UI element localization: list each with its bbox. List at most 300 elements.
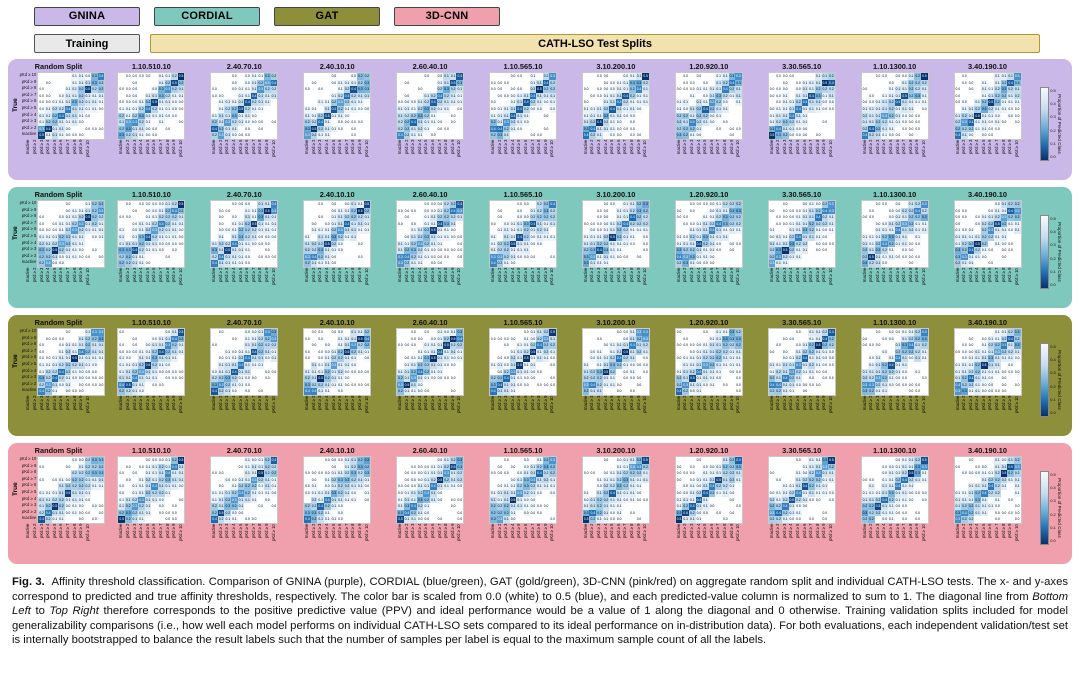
matrix-cell: 0.1 [238,113,244,118]
matrix-cell: 0.1 [623,464,629,469]
matrix-cell: 0.1 [523,241,529,246]
matrix-cell: 0.1 [165,458,171,462]
x-tick-label: pKd ≥ 9 [821,396,827,411]
matrix-cell [138,342,145,349]
matrix-cell: 0.3 [722,221,728,226]
matrix-cell: 0.2 [908,208,914,213]
matrix-cell: 0.1 [510,228,516,233]
matrix-cell [1014,241,1021,248]
matrix-cell: 0.2 [530,100,536,105]
matrix-cell: 0.1 [324,100,330,105]
matrix-cell: 0.4 [65,106,71,111]
x-tick-label: Inactive [954,140,960,155]
matrix-cell: 0.1 [404,497,410,502]
matrix-cell: 0.0 [318,215,323,220]
matrix-cell: 0.0 [78,517,84,522]
x-axis-ticks [862,396,928,413]
matrix-cell: 0.1 [869,234,874,239]
matrix-cell: 0.0 [39,100,44,105]
matrix-cell: 0.2 [709,362,715,367]
matrix-cell: 0.0 [889,336,894,341]
cath-lso-label: CATH-LSO Test Splits [538,37,652,50]
matrix-cell [364,99,371,106]
matrix-cell [828,126,835,133]
matrix-cell: 0.3 [736,80,741,85]
matrix-cell: 0.2 [271,343,277,348]
matrix-cell [238,126,245,133]
matrix-cell: 0.0 [490,87,496,92]
matrix-cell: 0.0 [245,376,250,381]
matrix-cell [682,349,689,356]
matrix-cell [543,490,550,497]
matrix-cell: 0.0 [776,74,781,78]
matrix-cell [676,201,683,208]
matrix-cell [364,510,371,517]
matrix-cell: 0.1 [431,113,436,118]
matrix-cell: 0.5 [922,74,927,78]
matrix-wrap [117,72,185,140]
matrix-cell: 0.1 [630,330,635,334]
matrix-cell: 0.0 [331,458,337,462]
matrix-cell [45,483,52,490]
matrix-cell: 0.0 [424,464,430,469]
matrix-cell [702,516,709,523]
matrix-cell: 0.1 [85,477,91,482]
matrix-cell [218,73,225,80]
matrix-cell [52,214,59,221]
matrix-cell: 0.1 [968,106,974,111]
confusion-matrix [582,456,650,524]
matrix-cell: 0.5 [869,254,874,259]
matrix-cell: 0.1 [968,113,974,118]
matrix-wrap [117,328,185,396]
matrix-cell: 0.0 [331,254,337,259]
matrix-cell [410,73,417,80]
matrix-cell: 0.2 [623,484,629,489]
matrix-cell: 0.2 [530,343,536,348]
matrix-cell: 0.5 [902,93,907,98]
matrix-cell: 0.1 [537,484,542,489]
matrix-cell: 0.3 [1001,87,1007,92]
matrix-cell: 0.2 [152,234,157,239]
matrix-cell: 0.0 [782,349,788,354]
x-tick-label: pKd ≥ 8 [1000,268,1006,283]
matrix-cell: 0.1 [344,228,350,233]
y-tick-label: pKd ≥ 6 [21,226,37,232]
matrix-cell [888,388,895,395]
x-tick-label: pKd ≥ 5 [516,524,522,539]
matrix-cell: 0.1 [709,241,715,246]
matrix-cell: 0.1 [411,234,416,239]
matrix-cell [317,80,324,87]
matrix-cell: 0.2 [72,484,77,489]
matrix-cell [397,362,404,369]
matrix-cell: 0.1 [616,113,622,118]
matrix-cell: 0.2 [258,336,264,341]
matrix-cell: 0.0 [424,330,430,334]
matrix-cell: 0.1 [431,490,436,495]
matrix-cell: 0.2 [411,113,416,118]
matrix-cell [71,464,78,471]
matrix-cell: 0.2 [265,87,270,92]
matrix-cell [636,119,643,126]
matrix-cell: 0.0 [305,471,310,476]
y-tick-label: pKd ≥ 9 [21,78,37,84]
matrix-cell: 0.2 [65,362,71,367]
x-tick-label: pKd ≥ 10 [642,524,648,541]
matrix-cell: 0.2 [862,113,868,118]
matrix-cell: 0.1 [789,221,795,226]
matrix-cell [968,214,975,221]
matrix-cell: 0.4 [490,389,496,394]
matrix-wrap [768,328,836,396]
matrix-cell: 0.1 [510,106,516,111]
matrix-cell: 0.1 [145,376,151,381]
matrix-cell: 0.5 [829,458,834,462]
matrix-cell: 0.1 [59,133,64,138]
matrix-cell [132,464,139,471]
matrix-cell [808,119,815,126]
matrix-cell [344,126,351,133]
matrix-cell: 0.2 [152,349,157,354]
matrix-cell: 0.3 [869,382,874,387]
matrix-cell: 0.1 [251,471,257,476]
matrix-cell [497,342,504,349]
matrix-cell: 0.2 [889,241,894,246]
matrix-panel [105,62,198,177]
matrix-cell [490,227,497,234]
matrix-cell: 0.0 [988,261,994,266]
matrix-cell: 0.5 [716,477,721,482]
matrix-cell: 0.0 [869,100,874,105]
x-tick-label: pKd ≥ 7 [343,396,349,411]
matrix-cell: 0.0 [550,362,555,367]
matrix-cell [549,510,556,517]
x-tick-label: pKd ≥ 6 [151,140,157,155]
matrix-cell: 0.0 [709,208,715,213]
matrix-cell: 0.2 [829,336,834,341]
matrix-cell: 0.1 [85,80,91,85]
matrix-cell: 0.2 [344,87,350,92]
matrix-cell: 0.1 [404,241,410,246]
matrix-cell: 0.0 [636,106,642,111]
matrix-cell: 0.1 [232,248,237,253]
matrix-cell: 0.5 [178,202,184,206]
matrix-cell: 0.2 [52,369,58,374]
matrix-cell: 0.1 [995,336,1000,341]
matrix-cell: 0.1 [902,228,907,233]
matrix-cell: 0.3 [510,369,516,374]
matrix-cell: 0.2 [417,504,423,509]
matrix-cell: 0.1 [251,80,257,85]
matrix-cell [908,362,915,369]
x-tick-label: pKd ≥ 5 [237,396,243,411]
matrix-cell: 0.1 [789,126,795,131]
x-tick-label: pKd ≥ 6 [801,140,807,155]
panel-title: 3.10.200.10 [596,318,636,327]
matrix-cell: 0.0 [212,369,217,374]
matrix-cell: 0.1 [683,517,688,522]
matrix-cell: 0.1 [218,261,224,266]
matrix-cell [497,349,504,356]
matrix-cell: 0.2 [696,120,702,125]
matrix-cell: 0.1 [119,497,124,502]
matrix-cell [165,260,172,267]
matrix-cell [304,201,311,208]
matrix-cell [231,329,238,336]
matrix-cell: 0.1 [238,248,244,253]
matrix-cell: 0.0 [869,93,874,98]
matrix-cell: 0.1 [92,356,97,361]
matrix-cell: 0.2 [630,471,635,476]
x-tick-label: pKd ≥ 7 [436,524,442,539]
matrix-cell: 0.1 [616,504,622,509]
matrix-cell [410,86,417,93]
matrix-cell: 0.2 [331,228,337,233]
matrix-cell: 0.2 [497,510,503,515]
matrix-cell [722,375,729,382]
matrix-cell: 0.3 [158,87,164,92]
matrix-cell: 0.1 [510,221,516,226]
matrix-cell [676,336,683,343]
matrix-cell [98,516,105,523]
matrix-cell: 0.0 [417,389,423,394]
x-tick-label: pKd ≥ 3 [131,268,137,283]
matrix-cell: 0.0 [968,80,974,85]
matrix-cell: 0.2 [318,241,323,246]
matrix-cell: 0.0 [39,221,44,226]
confusion-matrix [303,200,371,268]
matrix-cell: 0.3 [636,330,642,334]
matrix-cell [815,516,822,523]
matrix-cell [549,247,556,254]
matrix-cell [271,362,278,369]
matrix-cell: 0.2 [908,215,914,220]
matrix-cell: 0.1 [789,510,795,515]
matrix-cell: 0.5 [676,517,682,522]
matrix-cell: 0.0 [988,389,994,394]
matrix-cell: 0.0 [450,248,456,253]
matrix-cell: 0.4 [616,100,622,105]
matrix-cell: 0.1 [437,464,443,469]
matrix-cell: 0.1 [736,93,741,98]
matrix-cell [497,73,504,80]
matrix-cell: 0.0 [165,510,171,515]
matrix-cell [218,336,225,343]
matrix-cell: 0.1 [145,241,151,246]
matrix-cell: 0.2 [523,349,529,354]
x-tick-label: pKd ≥ 7 [157,268,163,283]
matrix-cell [715,388,722,395]
matrix-cell: 0.0 [311,471,317,476]
matrix-cell: 0.0 [437,376,443,381]
colorbar-tick-label: 0.5 [1050,215,1056,221]
matrix-cell: 0.0 [437,74,443,78]
matrix-cell [709,497,716,504]
matrix-cell: 0.0 [616,254,622,259]
matrix-cell: 0.1 [172,477,177,482]
matrix-cell: 0.3 [523,484,529,489]
matrix-cell: 0.0 [676,471,682,476]
matrix-cell: 0.0 [603,87,609,92]
matrix-cell [304,214,311,221]
matrix-cell: 0.1 [895,120,901,125]
matrix-cell: 0.1 [696,389,702,394]
matrix-cell: 0.2 [796,369,801,374]
matrix-cell [304,342,311,349]
matrix-cell: 0.0 [450,504,456,509]
matrix-cell: 0.0 [504,80,509,85]
matrix-cell: 0.1 [908,330,914,334]
matrix-cell: 0.2 [643,208,648,213]
matrix-cell: 0.1 [132,261,138,266]
matrix-cell: 0.1 [404,362,410,367]
matrix-cell: 0.2 [351,208,356,213]
matrix-cell [151,119,158,126]
matrix-cell: 0.0 [643,234,648,239]
matrix-cell [98,388,105,395]
matrix-cell: 0.0 [922,376,927,381]
matrix-cell: 0.1 [809,87,814,92]
matrix-cell: 0.1 [125,241,131,246]
matrix-cell [802,260,809,267]
x-tick-label: Inactive [954,268,960,283]
matrix-cell: 0.1 [1008,74,1013,78]
matrix-cell: 0.0 [696,133,702,138]
matrix-cell: 0.0 [344,113,350,118]
matrix-cell [251,382,258,389]
matrix-cell: 0.0 [902,376,907,381]
matrix-cell: 0.0 [145,74,151,78]
matrix-cell: 0.3 [39,248,44,253]
matrix-cell: 0.1 [172,228,177,233]
matrix-cell: 0.5 [125,382,131,387]
matrix-cell [98,241,105,248]
matrix-cell: 0.1 [643,93,648,98]
matrix-cell: 0.2 [988,221,994,226]
matrix-cell [729,375,736,382]
matrix-cell [430,80,437,87]
x-tick-label: pKd ≥ 10 [84,524,90,541]
matrix-cell: 0.2 [782,133,788,138]
confusion-matrix [582,200,650,268]
matrix-cell: 0.1 [603,356,609,361]
matrix-cell: 0.1 [497,113,503,118]
matrix-cell [769,201,776,208]
matrix-cell: 0.0 [776,93,781,98]
matrix-cell [1001,113,1008,120]
matrix-cell: 0.1 [152,369,157,374]
matrix-cell [868,227,875,234]
matrix-cell [968,201,975,208]
matrix-cell: 0.5 [72,356,77,361]
panel-title: 3.30.565.10 [782,446,822,455]
matrix-cell: 0.1 [437,343,443,348]
matrix-cell: 0.1 [238,241,244,246]
matrix-cell [264,126,271,133]
matrix-cell: 0.0 [636,254,642,259]
matrix-panel [198,318,291,433]
matrix-cell [974,260,981,267]
matrix-cell: 0.3 [862,382,868,387]
matrix-cell: 0.0 [1014,369,1020,374]
matrix-cell: 0.2 [357,74,363,78]
matrix-cell: 0.1 [45,106,51,111]
matrix-cell: 0.1 [869,241,874,246]
x-tick-label: pKd ≥ 3 [224,524,230,539]
y-tick-label: pKd ≥ 5 [21,232,37,238]
matrix-cell: 0.1 [132,126,138,131]
matrix-cell: 0.0 [232,510,237,515]
x-tick-label: pKd ≥ 10 [920,268,926,285]
matrix-cell: 0.3 [676,510,682,515]
matrix-cell: 0.1 [72,248,77,253]
matrix-cell: 0.3 [1014,330,1020,334]
matrix-cell: 0.1 [357,228,363,233]
matrix-cell: 0.1 [92,100,97,105]
matrix-cell: 0.1 [815,362,821,367]
matrix-cell: 0.0 [676,215,682,220]
matrix-cell [1007,254,1014,261]
matrix-cell: 0.1 [610,254,615,259]
matrix-cell: 0.0 [510,336,516,341]
matrix-cell: 0.2 [52,497,58,502]
matrix-cell: 0.1 [59,517,64,522]
matrix-cell: 0.1 [152,343,157,348]
x-tick-label: pKd ≥ 7 [622,268,628,283]
matrix-cell [955,355,962,362]
x-tick-label: Inactive [397,396,403,411]
matrix-cell: 0.1 [981,113,987,118]
matrix-cell: 0.1 [789,356,795,361]
matrix-cell: 0.0 [92,504,97,509]
matrix-cell [868,349,875,356]
matrix-cell: 0.1 [490,497,496,502]
matrix-cell: 0.0 [1014,120,1020,125]
matrix-cell: 0.1 [85,221,91,226]
matrix-cell: 0.1 [178,477,184,482]
matrix-cell [516,80,523,87]
x-tick-label: pKd ≥ 3 [874,396,880,411]
matrix-cell: 0.2 [59,362,64,367]
matrix-cell: 0.0 [796,87,801,92]
matrix-cell: 0.3 [490,254,496,259]
matrix-cell: 0.1 [789,106,795,111]
matrix-cell: 0.1 [809,356,814,361]
confusion-matrix [303,72,371,140]
matrix-cell: 0.3 [1014,343,1020,348]
x-tick-label: pKd ≥ 5 [702,524,708,539]
matrix-cell [622,260,629,267]
matrix-cell [417,457,424,464]
matrix-cell: 0.4 [902,477,907,482]
matrix-cell [497,201,504,208]
matrix-cell: 0.1 [597,261,602,266]
matrix-cell: 0.4 [696,369,702,374]
matrix-cell [875,214,882,221]
matrix-cell: 0.3 [139,369,144,374]
matrix-cell [397,349,404,356]
matrix-wrap [489,72,557,140]
matrix-cell: 0.2 [962,248,967,253]
matrix-cell: 0.3 [729,208,735,213]
matrix-cell: 0.1 [218,504,224,509]
matrix-cell: 0.0 [543,504,549,509]
matrix-cell: 0.3 [962,120,967,125]
matrix-cell [968,99,975,106]
matrix-cell [815,119,822,126]
matrix-cell [955,336,962,343]
